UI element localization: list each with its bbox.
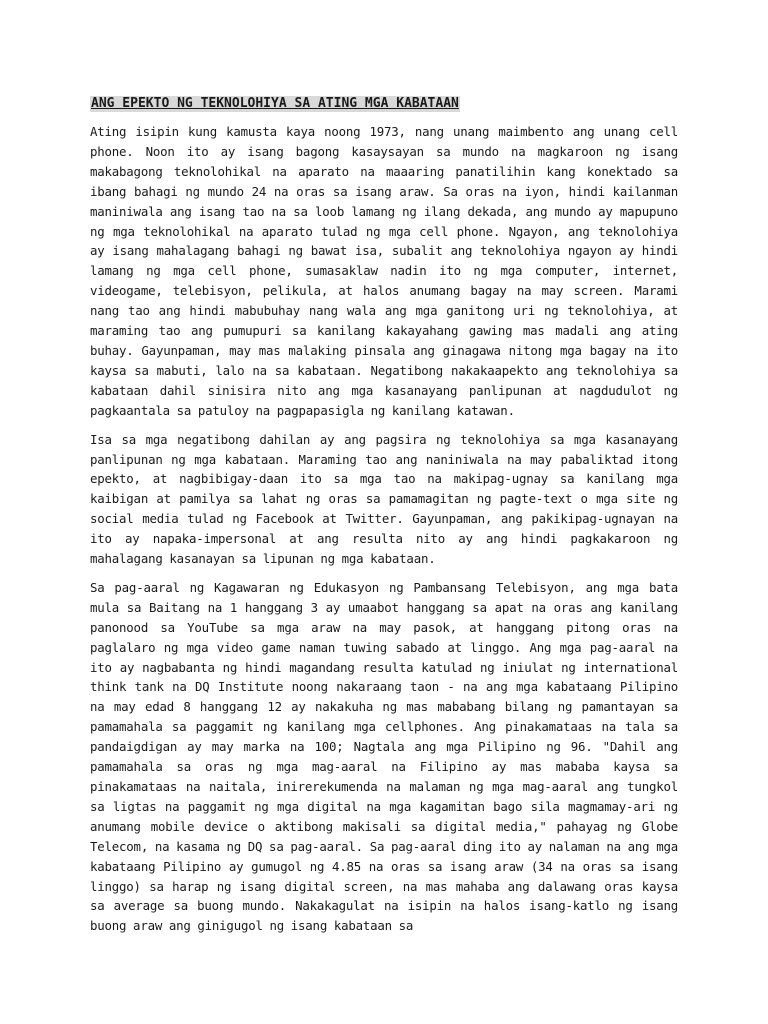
paragraph-3: Sa pag-aaral ng Kagawaran ng Edukasyon ng Pambansang Telebisyon, ang mga bata mula sa Baitang na 1 hanggang 3 ay umaabot hanggang sa apat na oras ang kanilang panonood sa YouTube sa mga araw na may pasok, at hanggang pitong oras na paglalaro ng mga video game naman tuwing sabado at linggo. Ang mga pag-aaral na ito ay nagbabanta ng hindi magandang resulta katulad ng iniulat ng international think tank na DQ Institute noong nakaraang taon - na ang mga kabataang Pilipino na may edad 8 hanggang 12 ay nakakuha ng mas mababang bilang ng pamantayan sa pamamahala sa paggamit ng kanilang mga cellphones. Ang pinakamataas na tala sa pandaigdigan ay may marka na 100; Nagtala ang mga Pilipino ng 96. "Dahil ang pamamahala sa oras ng mga mag-aaral na Filipino ay mas mababa kaysa sa pinakamataas na naitala, inirerekumenda na malaman ng mga mag-aaral ang tungkol sa ligtas na paggamit ng mga digital na mga kagamitan bago sila magmamay-ari ng anumang mobile device o aktibong makisali sa digital media," pahayag ng Globe Telecom, na kasama ng DQ sa pag-aaral. Sa pag-aaral ding ito ay nalaman na ang mga kabataang Pilipino ay gumugol ng 4.85 na oras sa isang araw (34 na oras sa isang linggo) sa harap ng isang digital screen, na mas mahaba ang dalawang oras kaysa sa average sa buong mundo. Nakakagulat na isipin na halos isang-katlo ng isang buong araw ang ginigugol ng isang kabataan sa (90, 579, 678, 934)
document-title: ANG EPEKTO NG TEKNOLOHIYA SA ATING MGA KABATAAN (91, 96, 459, 111)
paragraph-1: Ating isipin kung kamusta kaya noong 1973, nang unang maimbento ang unang cell phone. Noon ito ay isang bagong kasaysayan sa mundo na magkaroon ng isang makabagong teknolohikal na aparato na maaaring panatilihin kang konektado sa ibang bahagi ng mundo 24 na oras sa isang araw. Sa oras na iyon, hindi kailanman maniniwala ang isang tao na sa loob lamang ng ilang dekada, ang mundo ay mapupuno ng mga teknolohikal na aparato tulad ng mga cell phone. Ngayon, ang teknolohiya ay isang mahalagang bahagi ng bawat isa, subalit ang teknolohiya ngayon ay hindi lamang ng mga cell phone, sumasaklaw nadin ito ng mga computer, internet, videogame, telebisyon, pelikula, at halos anumang bagay na may screen. Marami nang tao ang hindi mabubuhay nang wala ang mga ganitong uri ng teknolohiya, at maraming tao ang pumupuri sa kanilang kakayahang gawing mas madali ang ating buhay. Gayunpaman, may mas malaking pinsala ang ginagawa nitong mga bagay na ito kaysa sa mabuti, lalo na sa kabataan. Negatibong nakakaapekto ang teknolohiya sa kabataan dahil sinisira nito ang mga kasanayang panlipunan at nagdudulot ng pagkaantala sa patuloy na pagpapasigla ng kanilang katawan. (90, 124, 678, 418)
paragraph-2: Isa sa mga negatibong dahilan ay ang pagsira ng teknolohiya sa mga kasanayang panlipunan ng mga kabataan. Maraming tao ang naniniwala na may pabaliktad itong epekto, at nagbibigay-daan ito sa mga tao na makipag-ugnay sa kanilang mga kaibigan at pamilya sa lahat ng oras sa pamamagitan ng pagte-text o mga site ng social media tulad ng Facebook at Twitter. Gayunpaman, ang pakikipag-ugnayan na ito ay napaka-impersonal at ang resulta nito ay ang hindi pagkakaroon ng mahalagang kasanayan sa lipunan ng mga kabataan. (90, 431, 678, 567)
